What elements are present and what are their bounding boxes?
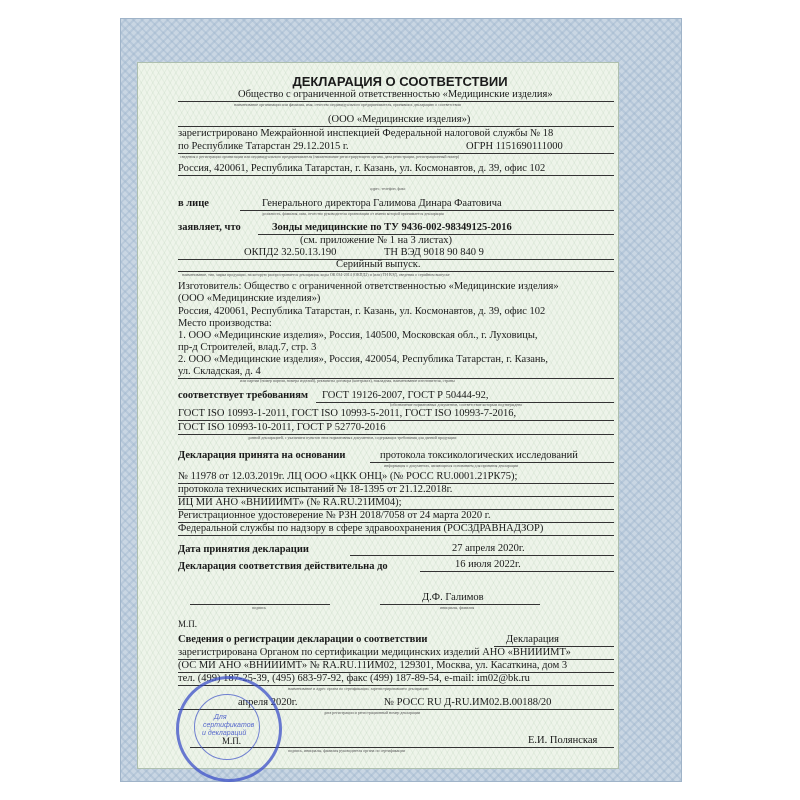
valid-label: Декларация соответствия действительна до [178, 561, 388, 572]
registration-caption-3: подпись, инициалы, фамилия руководителя органа по сертификации [288, 748, 405, 753]
person-value: Генерального директора Галимова Динара Фаатовича [262, 198, 502, 209]
manufacturer-line-4: Место производства: [178, 318, 272, 329]
applicant-registered-2: по Республике Татарстан 29.12.2015 г. [178, 141, 349, 152]
requirements-caption-2: данной декларацией, с указанием пунктов этих нормативных документов, содержащих требования для данной продукции [248, 435, 457, 440]
product-label: заявляет, что [178, 222, 241, 233]
requirements-line-1: ГОСТ 19126-2007, ГОСТ Р 50444-92, [322, 390, 489, 401]
registration-date: апреля 2020г. [238, 697, 298, 708]
requirements-label: соответствует требованиям [178, 390, 309, 401]
applicant-registered-1: зарегистрировано Межрайонной инспекцией Федеральной налоговой службы № 18 [178, 128, 554, 139]
person-label: в лице [178, 198, 209, 209]
registration-signer: Е.И. Полянская [528, 735, 598, 746]
basis-line-5: Федеральной службы по надзору в сфере здравоохранения (РОСЗДРАВНАДЗОР) [178, 523, 544, 534]
accepted-value: 27 апреля 2020г. [452, 543, 525, 554]
valid-value: 16 июля 2022г. [455, 559, 521, 570]
manufacturer-caption: или партии (номер партии, номера изделий), реквизиты договора (контракта), накладная, наименование изготовителя, страны [240, 378, 455, 383]
product-value: Зонды медицинские по ТУ 9436-002-98349125-2016 [272, 222, 512, 233]
registration-line-1: зарегистрирована Органом по сертификации медицинских изделий АНО «ВНИИИМТ» [178, 647, 571, 658]
basis-caption: информация о документах, являющихся основанием для принятия декларации [384, 463, 519, 468]
basis-label: Декларация принята на основании [178, 450, 346, 461]
registration-caption-1: наименование и адрес органа по сертификации, зарегистрировавшего декларацию [288, 686, 429, 691]
applicant-name: Общество с ограниченной ответственностью «Медицинские изделия» [238, 89, 553, 100]
applicant-reg-caption: сведения о регистрации организации или индивидуального предпринимателя (наименование регистрирующего органа, дата регистрации, регистрационный номер) [180, 154, 460, 159]
applicant-address: Россия, 420061, Республика Татарстан, г. Казань, ул. Космонавтов, д. 39, офис 102 [178, 163, 546, 174]
basis-line-4: Регистрационное удостоверение № РЗН 2018/7058 от 24 марта 2020 г. [178, 510, 491, 521]
signer-name: Д.Ф. Галимов [422, 592, 484, 603]
page-title: ДЕКЛАРАЦИЯ О СООТВЕТСТВИИ [292, 74, 508, 89]
stamp-text-1: Для [214, 714, 227, 721]
basis-value: протокола токсикологических исследований [380, 450, 578, 461]
manufacturer-line-7: 2. ООО «Медицинские изделия», Россия, 420054, Республика Татарстан, г. Казань, [178, 354, 548, 365]
registration-line-2: (ОС МИ АНО «ВНИИИМТ» № RA.RU.11ИМ02, 129301, Москва, ул. Касаткина, дом 3 [178, 660, 568, 671]
product-caption: наименование, тип, марка продукции, на которую распространяется декларация, коды ОК 034-2014 (ОКПД2) и (или) ТН ВЭД, сведения о серийном выпуске [182, 272, 450, 277]
basis-line-1: № 11978 от 12.03.2019г. ЛЦ ООО «ЦКК ОНЦ» (№ РОСС RU.0001.21РК75); [178, 471, 518, 482]
registration-caption-2: дата регистрации и регистрационный номер декларации [324, 710, 421, 715]
applicant-address-caption: адрес, телефон, факс [370, 186, 406, 191]
product-okpd: ОКПД2 32.50.13.190 [244, 247, 337, 258]
stamp-text-3: и деклараций [202, 730, 247, 737]
manufacturer-line-8: ул. Складская, д. 4 [178, 366, 261, 377]
mp-label: М.П. [178, 619, 198, 629]
applicant-name-caption: наименование организации или фамилия, имя, отчество индивидуального предпринимателя, принявших декларацию о соответствии [234, 102, 461, 107]
accepted-label: Дата принятия декларации [178, 544, 309, 555]
registration-mp: М.П. [222, 736, 242, 746]
registration-number: № РОСС RU Д-RU.ИМ02.В.00188/20 [384, 697, 552, 708]
product-appendix: (см. приложение № 1 на 3 листах) [300, 235, 453, 246]
requirements-caption-1: (обозначение нормативных документов, соответствие которым подтверждено [390, 402, 523, 407]
manufacturer-line-6: пр-д Строителей, влад.7, стр. 3 [178, 342, 317, 353]
person-caption: должность, фамилия, имя, отчество руководителя организации от имени которой принимается декларация [262, 211, 444, 216]
signature-caption: подпись [252, 605, 266, 610]
manufacturer-line-2: (ООО «Медицинские изделия») [178, 293, 321, 304]
registration-value: Декларация [506, 634, 559, 645]
product-tnved: ТН ВЭД 9018 90 840 9 [384, 247, 484, 258]
basis-line-3: ИЦ МИ АНО «ВНИИИМТ» (№ RA.RU.21ИМ04); [178, 497, 402, 508]
applicant-short-name: (ООО «Медицинские изделия») [328, 114, 471, 125]
stamp-text-2: сертификатов [203, 722, 255, 729]
manufacturer-line-1: Изготовитель: Общество с ограниченной ответственностью «Медицинские изделия» [178, 281, 559, 292]
basis-line-2: протокола технических испытаний № 18-1395 от 21.12.2018г. [178, 484, 453, 495]
requirements-line-2: ГОСТ ISO 10993-1-2011, ГОСТ ISO 10993-5-2011, ГОСТ ISO 10993-7-2016, [178, 408, 517, 419]
registration-label: Сведения о регистрации декларации о соответствии [178, 634, 428, 645]
manufacturer-line-5: 1. ООО «Медицинские изделия», Россия, 140500, Московская обл., г. Луховицы, [178, 330, 538, 341]
registration-line-3: тел. (499) 187-25-39, (495) 683-97-92, факс (499) 187-89-54, e-mail: im02@bk.ru [178, 673, 530, 684]
product-serial: Серийный выпуск. [336, 259, 421, 270]
name-caption: инициалы, фамилия [440, 605, 475, 610]
applicant-ogrn: ОГРН 1151690111000 [466, 141, 563, 152]
manufacturer-line-3: Россия, 420061, Республика Татарстан, г. Казань, ул. Космонавтов, д. 39, офис 102 [178, 306, 546, 317]
requirements-line-3: ГОСТ ISO 10993-10-2011, ГОСТ Р 52770-2016 [178, 422, 386, 433]
